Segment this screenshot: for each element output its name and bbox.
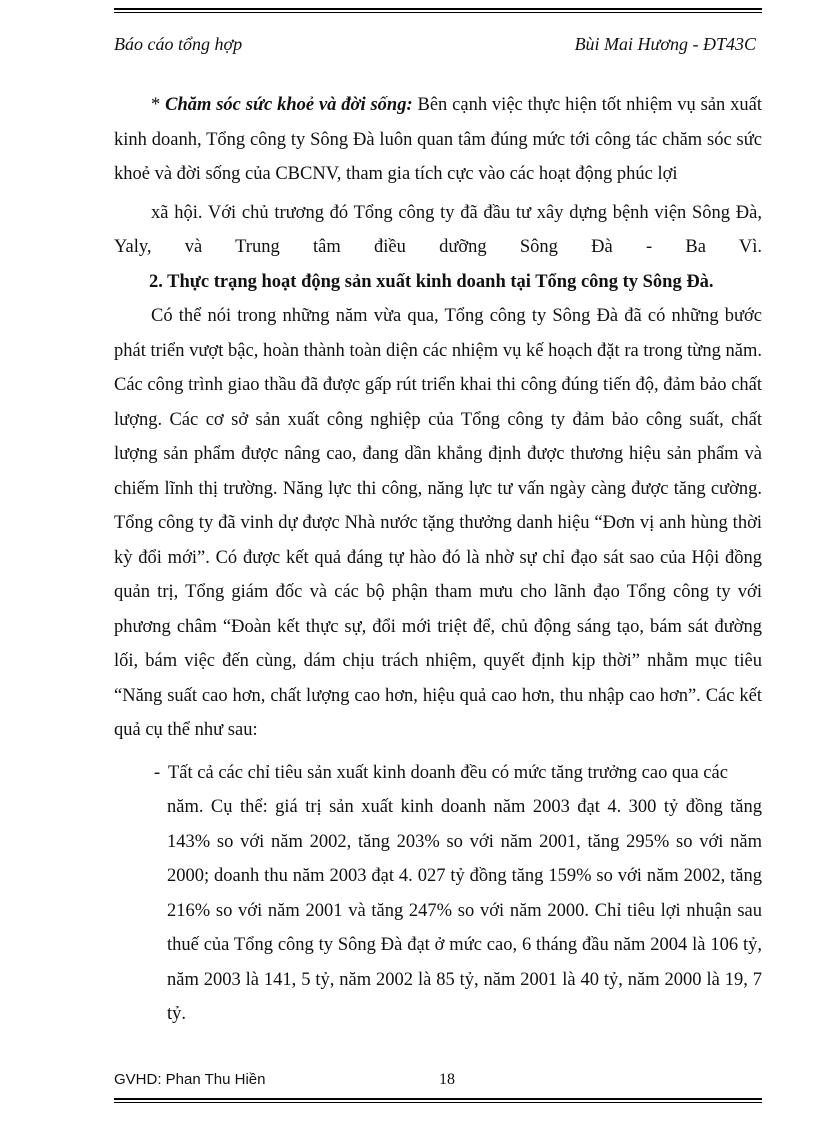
document-body: [114, 88, 762, 1032]
footer-rule: [114, 1098, 762, 1103]
bullet-first-line: Tất cả các chỉ tiêu sản xuất kinh doanh đều có mức tăng trưởng cao qua các: [168, 762, 728, 783]
footer-advisor: GVHD: Phan Thu Hiền: [114, 1071, 266, 1088]
section-heading: 2. Thực trạng hoạt động sản xuất kinh doanh tại Tổng công ty Sông Đà.: [149, 271, 714, 292]
header-author: Bùi Mai Hương - ĐT43C: [574, 34, 756, 54]
health-paragraph: [114, 88, 762, 192]
page-number: 18: [439, 1071, 455, 1088]
health-text: Bên cạnh việc thực hiện tốt nhiệm vụ sản xuất kinh doanh, Tổng công ty Sông Đà luôn quan tâm đúng mức tới công tác chăm sóc sức khoẻ và đời sống của CBCNV, tham gia tích cực vào các hoạt động phúc lợi: [114, 95, 763, 184]
health-title: Chăm sóc sức khoẻ và đời sống:: [165, 95, 413, 115]
bullet-star: *: [151, 95, 166, 115]
bullet-body: năm. Cụ thể: giá trị sản xuất kinh doanh năm 2003 đạt 4. 300 tỷ đồng tăng 143% so với năm 2002, tăng 203% so với năm 2001, tăng 295% so với năm 2000; doanh thu năm 2003 đạt 4. 027 tỷ đồng tăng 159% so với năm 2002, tăng 216% so với năm 2001 và tăng 247% so với năm 2000. Chỉ tiêu lợi nhuận sau thuế của Tổng công ty Sông Đà đạt ở mức cao, 6 tháng đầu năm 2004 là 106 tỷ, năm 2003 là 141, 5 tỷ, năm 2002 là 85 tỷ, năm 2001 là 40 tỷ, năm 2000 là 19, 7 tỷ.: [167, 797, 762, 1024]
list-item: [114, 756, 762, 791]
page-header: [114, 34, 762, 55]
main-paragraph: Có thể nói trong những năm vừa qua, Tổng công ty Sông Đà đã có những bước phát triển vượt bậc, hoàn thành toàn diện các nhiệm vụ kế hoạch đặt ra trong từng năm. Các công trình giao thầu đã được gấp rút triển khai thi công đúng tiến độ, đảm bảo chất lượng. Các cơ sở sản xuất công nghiệp của Tổng công ty đảm bảo công suất, chất lượng sản phẩm được nâng cao, đang dần khẳng định được thương hiệu sản phẩm và chiếm lĩnh thị trường. Năng lực thi công, năng lực tư vấn ngày càng được tăng cường. Tổng công ty đã vinh dự được Nhà nước tặng thưởng danh hiệu “Đơn vị anh hùng thời kỳ đổi mới”. Có được kết quả đáng tự hào đó là nhờ sự chỉ đạo sát sao của Hội đồng quản trị, Tổng giám đốc và các bộ phận tham mưu cho lãnh đạo Tổng công ty với phương châm “Đoàn kết thực sự, đổi mới triệt để, chủ động sáng tạo, bám sát đường lối, bám việc đến cùng, dám chịu trách nhiệm, quyết định kịp thời” nhằm mục tiêu “Năng suất cao hơn, chất lượng cao hơn, hiệu quả cao hơn, thu nhập cao hơn”. Các kết quả cụ thể như sau:: [114, 306, 762, 740]
health-paragraph-continued: xã hội. Với chủ trương đó Tổng công ty đã đầu tư xây dựng bệnh viện Sông Đà, Yaly, và Trung tâm điều dưỡng Sông Đà - Ba Vì.: [114, 202, 762, 257]
header-rule: [114, 8, 762, 13]
header-title: Báo cáo tổng hợp: [114, 34, 243, 54]
bullet-dash: -: [154, 762, 161, 783]
